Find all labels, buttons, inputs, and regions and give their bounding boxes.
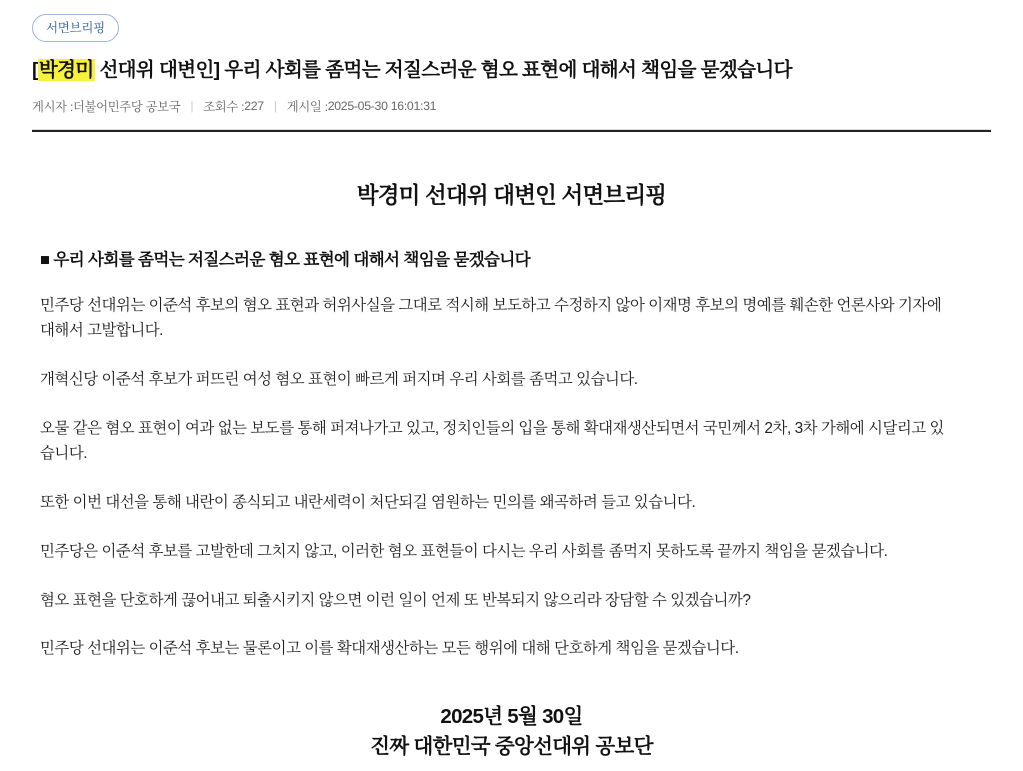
signature-date: 2025년 5월 30일	[440, 705, 583, 729]
body-paragraph: 민주당 선대위는 이준석 후보는 물론이고 이를 확대재생산하는 모든 행위에 대해 단호하게 책임을 묻겠습니다.	[40, 640, 739, 658]
page-title	[32, 58, 991, 83]
body-paragraph: 오물 같은 혐오 표현이 여과 없는 보도를 통해 퍼져나가고 있고, 정치인들의 입을 통해 확대재생산되면서 국민께서 2차, 3차 가해에 시달리고 있습니다.	[40, 419, 944, 462]
content-top-rule	[32, 130, 991, 132]
body-paragraph: 민주당은 이준석 후보를 고발한데 그치지 않고, 이러한 혐오 표현들이 다시는 우리 사회를 좀먹지 못하도록 끝까지 책임을 묻겠습니다.	[40, 542, 888, 560]
meta-separator-2: |	[273, 98, 277, 113]
category-row	[32, 0, 991, 42]
title-prefix: [	[32, 58, 38, 81]
meta-views-value: 227	[244, 98, 264, 113]
signature-block	[32, 702, 991, 761]
post-header	[0, 0, 1023, 130]
body-paragraph: 혐오 표현을 단호하게 끊어내고 퇴출시키지 않으면 이런 일이 언제 또 반복되지 않으리라 장담할 수 있겠습니까?	[40, 591, 751, 609]
title-rest: 선대위 대변인] 우리 사회를 좀먹는 저질스러운 혐오 표현에 대해서 책임을 묻겠습니다	[94, 58, 792, 81]
category-badge[interactable]: 서면브리핑	[32, 14, 119, 42]
meta-date-value: 2025-05-30 16:01:31	[327, 98, 437, 113]
signature-organization: 진짜 대한민국 중앙선대위 공보단	[370, 735, 653, 759]
body-paragraph: 개혁신당 이준석 후보가 퍼뜨린 여성 혐오 표현이 빠르게 퍼지며 우리 사회를 좀먹고 있습니다.	[40, 370, 638, 388]
section-heading: ■ 우리 사회를 좀먹는 저질스러운 혐오 표현에 대해서 책임을 묻겠습니다	[40, 250, 531, 269]
meta-views-label: 조회수 :	[203, 99, 245, 114]
document-title: 박경미 선대위 대변인 서면브리핑	[356, 182, 667, 208]
post-meta	[32, 97, 991, 115]
meta-author-value: 더불어민주당 공보국	[72, 99, 181, 114]
body-paragraph: 또한 이번 대선을 통해 내란이 종식되고 내란세력이 처단되길 염원하는 민의를 왜곡하려 들고 있습니다.	[40, 493, 696, 511]
body-paragraph: 민주당 선대위는 이준석 후보의 혐오 표현과 허위사실을 그대로 적시해 보도하고 수정하지 않아 이재명 후보의 명예를 훼손한 언론사와 기자에 대해서 고발합니다.	[40, 296, 942, 339]
title-highlight: 박경미	[38, 58, 94, 81]
post-body	[0, 178, 1023, 762]
meta-author-label: 게시자 :	[32, 99, 73, 114]
meta-date-label: 게시일 :	[286, 99, 328, 114]
meta-separator-1: |	[190, 98, 194, 113]
